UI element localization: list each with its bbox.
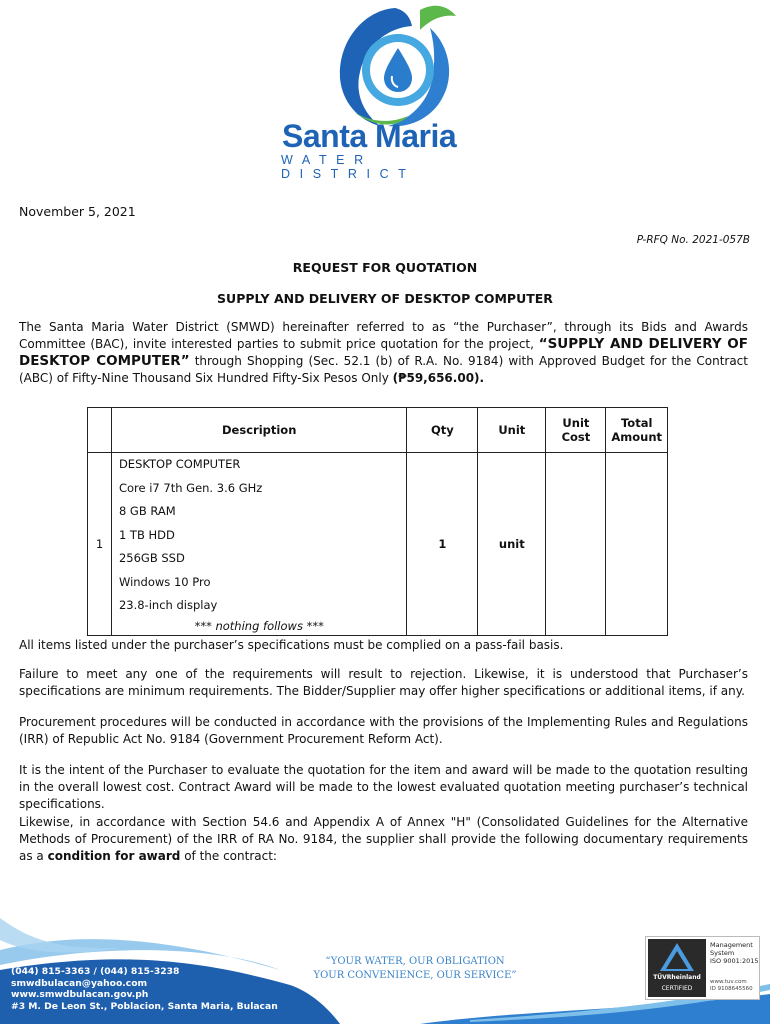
header-unit: Unit: [478, 408, 546, 453]
item-number: 1: [88, 453, 112, 636]
requirements-text-1: Likewise, in accordance with Section 54.6 and Appendix A of Annex "H" (Consolidated Guidelines for the Alternative Methods of Procurement) of the IRR of RA No. 9184, the supplier shall provide the following documentary requirements as a: [19, 815, 748, 863]
slogan-line-1: “YOUR WATER, OUR OBLIGATION: [325, 956, 505, 967]
tuv-line-1: Management: [710, 941, 753, 949]
tuv-certified: CERTIFIED: [661, 985, 693, 992]
spec-line: 23.8-inch display: [118, 598, 218, 612]
brand-name: Santa Maria: [282, 118, 457, 154]
spec-line: DESKTOP COMPUTER: [118, 457, 241, 471]
requirements-text-2: of the contract:: [180, 849, 277, 863]
spec-line: Windows 10 Pro: [118, 574, 211, 589]
letter-date: November 5, 2021: [19, 204, 136, 219]
item-description: [111, 453, 407, 636]
intro-paragraph: [19, 319, 748, 387]
item-unit-cost: [546, 453, 606, 636]
paragraph-award: It is the intent of the Purchaser to evaluate the quotation for the item and award will be made to the quotation resulting in the overall lowest cost. Contract Award will be made to the lowest evaluated quotation meeting purchaser’s technical specifications.: [19, 763, 748, 811]
tuv-id: ID 9108645560: [710, 986, 753, 992]
tuv-url: www.tuv.com: [710, 979, 747, 985]
footer-website: www.smwdbulacan.gov.ph: [11, 989, 149, 1000]
tuv-id-text: [710, 979, 753, 993]
header-description: Description: [111, 408, 407, 453]
header-qty: Qty: [407, 408, 478, 453]
table-row: [88, 453, 668, 636]
footer-phone: (044) 815-3363 / (044) 815-3238: [11, 966, 180, 977]
brand-subtitle: WATER DISTRICT: [281, 153, 416, 181]
item-unit: unit: [478, 453, 546, 636]
paragraph-procurement: Procurement procedures will be conducted in accordance with the provisions of the Implementing Rules and Regulations (IRR) of Republic Act No. 9184 (Government Procurement Reform Act).: [19, 715, 748, 746]
header-item-no: [88, 408, 112, 453]
spec-line: 8 GB RAM: [118, 504, 176, 518]
condition-for-award: condition for award: [47, 849, 181, 863]
footer-address: #3 M. De Leon St., Poblacion, Santa Maria, Bulacan: [11, 1000, 278, 1012]
header-total-amount: Total Amount: [606, 408, 668, 453]
item-total-amount: [606, 453, 668, 636]
paragraph-pass-fail: All items listed under the purchaser’s specifications must be complied on a pass-fail basis.: [19, 638, 564, 652]
header-unit-cost: Unit Cost: [546, 408, 606, 453]
intro-text-2: through Shopping (Sec. 52.1 (b) of R.A. No. 9184) with Approved Budget for the Contract (ABC) of Fifty-Nine Thousand Six Hundred Fifty-Six Pesos Only: [19, 354, 748, 385]
rfq-number: P-RFQ No. 2021-057B: [636, 234, 750, 246]
footer-email: smwdbulacan@yahoo.com: [11, 977, 148, 989]
document-subtitle: SUPPLY AND DELIVERY OF DESKTOP COMPUTER: [217, 291, 553, 306]
abc-amount: (₱59,656.00).: [392, 371, 485, 385]
iso-certification-badge: [645, 936, 760, 1000]
tuv-line-2: System: [710, 949, 735, 957]
footer-contact: [11, 966, 278, 1012]
project-name: “SUPPLY AND DELIVERY OF DESKTOP COMPUTER”: [19, 336, 748, 369]
footer-slogan: [300, 955, 530, 983]
tuv-brand: TÜVRheinland: [653, 974, 701, 981]
nothing-follows: *** nothing follows ***: [194, 618, 324, 633]
spec-line: 256GB SSD: [118, 551, 185, 565]
document-title: REQUEST FOR QUOTATION: [292, 260, 478, 275]
table-header-row: [88, 408, 668, 453]
intro-text-1: The Santa Maria Water District (SMWD) hereinafter referred to as “the Purchaser”, through its Bids and Awards Committee (BAC), invite interested parties to submit price quotation for the project,: [19, 320, 748, 351]
spec-line: Core i7 7th Gen. 3.6 GHz: [118, 480, 263, 495]
item-qty: 1: [407, 453, 478, 636]
tuv-system-text: [710, 941, 759, 965]
paragraph-requirements: [19, 814, 748, 865]
tuv-line-3: ISO 9001:2015: [710, 957, 759, 965]
items-table: [87, 407, 668, 636]
slogan-line-2: YOUR CONVENIENCE, OUR SERVICE”: [313, 970, 517, 981]
paragraph-rejection: Failure to meet any one of the requirements will result to rejection. Likewise, it is understood that Purchaser’s specifications are minimum requirements. The Bidder/Supplier may offer higher specifications or additional items, if any.: [19, 667, 748, 698]
spec-line: 1 TB HDD: [118, 527, 175, 542]
